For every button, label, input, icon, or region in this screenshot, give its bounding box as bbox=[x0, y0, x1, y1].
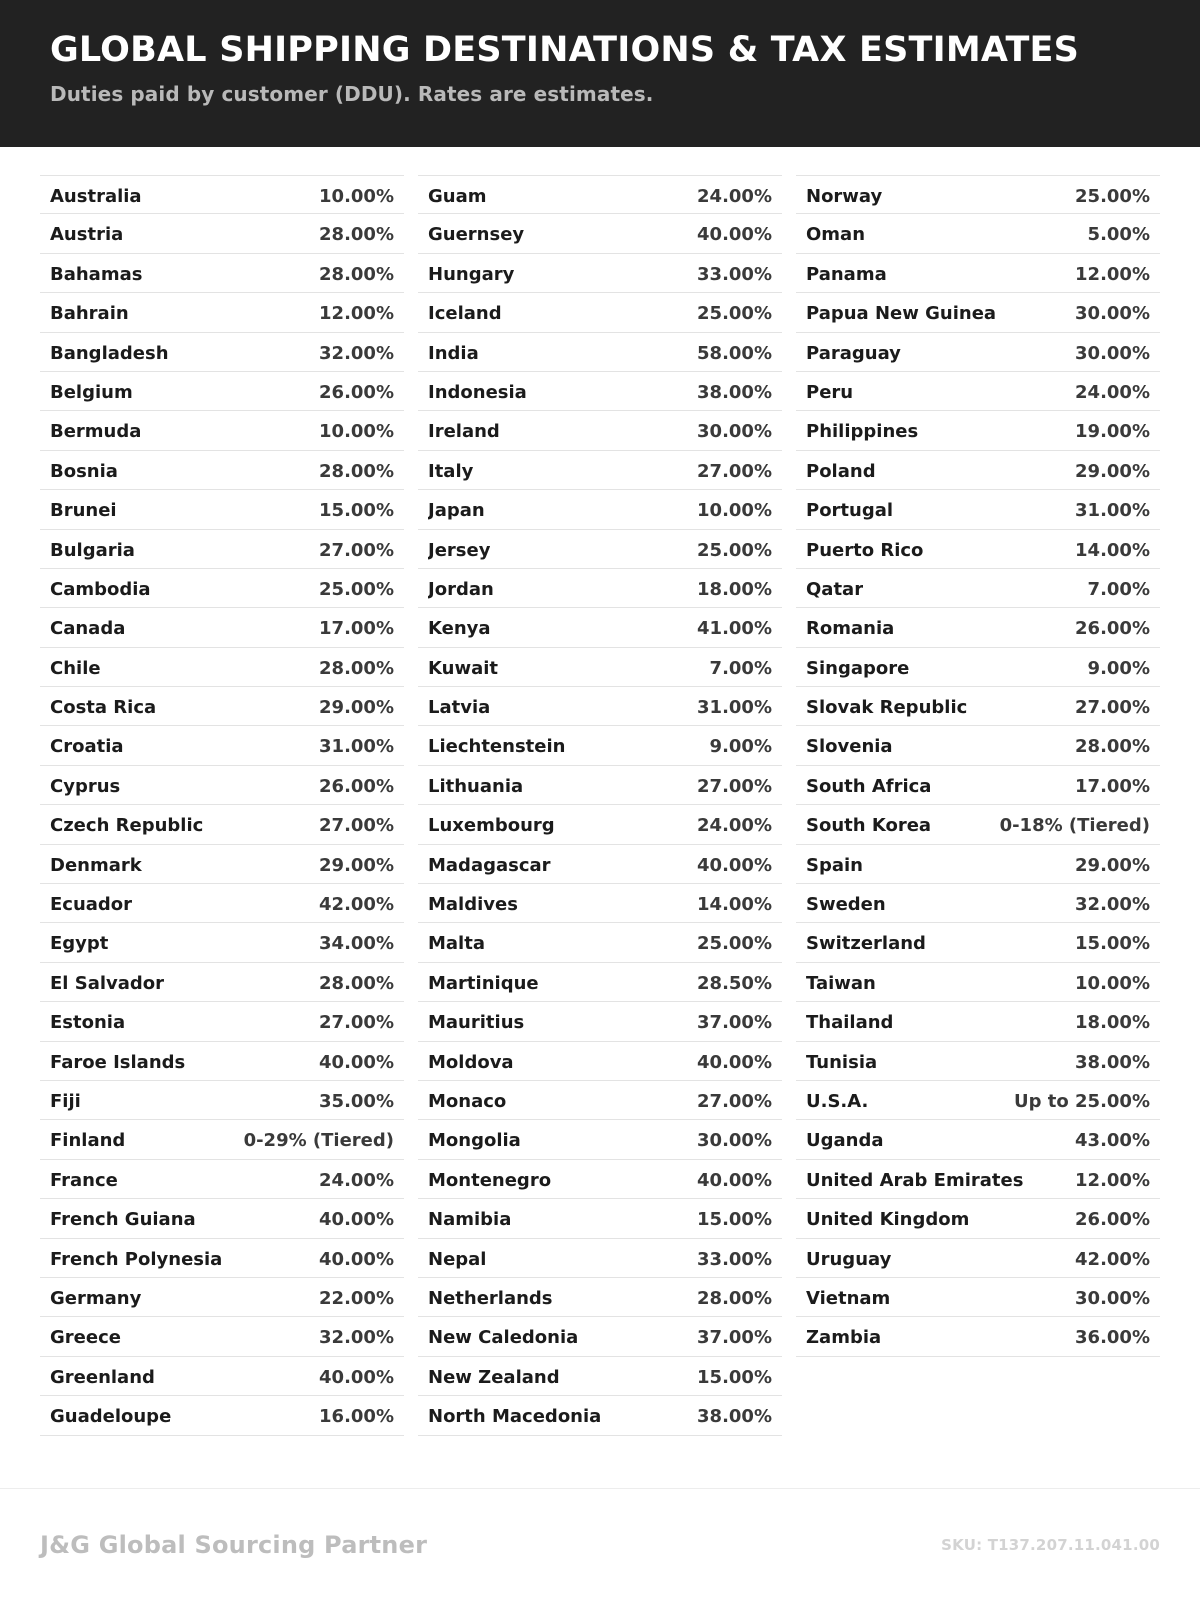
table-row bbox=[796, 1042, 1160, 1081]
table-row bbox=[418, 530, 782, 569]
country-label: Belgium bbox=[50, 381, 133, 403]
tax-rate-value: 28.00% bbox=[697, 1287, 772, 1309]
table-row bbox=[418, 1357, 782, 1396]
rates-column-2 bbox=[418, 175, 782, 1436]
table-row bbox=[418, 293, 782, 332]
tax-rate-value: 12.00% bbox=[319, 303, 394, 325]
country-label: Australia bbox=[50, 186, 142, 207]
country-label: Papua New Guinea bbox=[806, 303, 997, 325]
tax-rate-value: 27.00% bbox=[697, 775, 772, 797]
table-row bbox=[418, 726, 782, 765]
tax-rate-value: 15.00% bbox=[697, 1209, 772, 1231]
tax-rate-value: 35.00% bbox=[319, 1090, 394, 1112]
table-row bbox=[40, 254, 404, 293]
tax-rate-value: 18.00% bbox=[1075, 1012, 1150, 1034]
table-row bbox=[418, 1002, 782, 1041]
country-label: South Korea bbox=[806, 815, 932, 837]
country-label: Japan bbox=[428, 500, 485, 522]
table-row bbox=[796, 608, 1160, 647]
tax-rate-value: 9.00% bbox=[1087, 657, 1150, 679]
table-row bbox=[418, 687, 782, 726]
country-label: Vietnam bbox=[806, 1287, 891, 1309]
table-row bbox=[40, 1160, 404, 1199]
country-label: Cyprus bbox=[50, 775, 121, 797]
country-label: U.S.A. bbox=[806, 1090, 869, 1112]
tax-rate-value: 27.00% bbox=[1075, 697, 1150, 719]
table-row bbox=[418, 254, 782, 293]
country-label: Netherlands bbox=[428, 1287, 553, 1309]
country-label: Norway bbox=[806, 186, 883, 207]
tax-rate-value: 32.00% bbox=[319, 342, 394, 364]
tax-rate-value: 26.00% bbox=[319, 381, 394, 403]
country-label: Spain bbox=[806, 854, 863, 876]
sku-label: SKU: T137.207.11.041.00 bbox=[941, 1535, 1160, 1554]
table-row bbox=[418, 766, 782, 805]
tax-rate-value: Up to 25.00% bbox=[1014, 1090, 1150, 1112]
tax-rate-value: 22.00% bbox=[319, 1287, 394, 1309]
table-row bbox=[40, 1081, 404, 1120]
country-label: El Salvador bbox=[50, 972, 165, 994]
tax-rate-value: 58.00% bbox=[697, 342, 772, 364]
tax-rate-value: 33.00% bbox=[697, 1248, 772, 1270]
tax-rate-value: 28.00% bbox=[319, 972, 394, 994]
table-row bbox=[40, 490, 404, 529]
tax-rate-value: 40.00% bbox=[319, 1209, 394, 1231]
tax-rate-value: 29.00% bbox=[319, 697, 394, 719]
brand-label: J&G Global Sourcing Partner bbox=[40, 1530, 428, 1559]
country-label: North Macedonia bbox=[428, 1406, 602, 1428]
table-row bbox=[796, 411, 1160, 450]
tax-rate-value: 12.00% bbox=[1075, 263, 1150, 285]
table-row bbox=[796, 845, 1160, 884]
country-label: Switzerland bbox=[806, 933, 926, 955]
table-row bbox=[418, 333, 782, 372]
table-row bbox=[418, 1120, 782, 1159]
country-label: Tunisia bbox=[806, 1051, 878, 1073]
table-row bbox=[40, 1120, 404, 1159]
country-label: Egypt bbox=[50, 933, 109, 955]
table-row bbox=[796, 1081, 1160, 1120]
rates-columns bbox=[40, 175, 1160, 1436]
tax-rate-value: 27.00% bbox=[319, 539, 394, 561]
tax-rate-value: 17.00% bbox=[1075, 775, 1150, 797]
tax-rate-value: 28.50% bbox=[697, 972, 772, 994]
tax-rate-value: 10.00% bbox=[319, 186, 394, 207]
table-row bbox=[796, 766, 1160, 805]
tax-rate-value: 9.00% bbox=[709, 736, 772, 758]
country-label: Slovak Republic bbox=[806, 697, 968, 719]
country-label: Peru bbox=[806, 381, 854, 403]
country-label: Jordan bbox=[428, 578, 494, 600]
tax-rate-value: 42.00% bbox=[1075, 1248, 1150, 1270]
country-label: Czech Republic bbox=[50, 815, 204, 837]
table-row bbox=[796, 1239, 1160, 1278]
table-row bbox=[418, 648, 782, 687]
table-row bbox=[796, 1278, 1160, 1317]
country-label: Jersey bbox=[428, 539, 491, 561]
table-row bbox=[40, 1278, 404, 1317]
tax-rate-value: 40.00% bbox=[697, 854, 772, 876]
table-row bbox=[418, 805, 782, 844]
table-row bbox=[796, 884, 1160, 923]
country-label: Thailand bbox=[806, 1012, 894, 1034]
table-row bbox=[418, 1081, 782, 1120]
table-row bbox=[796, 648, 1160, 687]
country-label: Panama bbox=[806, 263, 887, 285]
country-label: Germany bbox=[50, 1287, 142, 1309]
tax-rate-value: 27.00% bbox=[319, 1012, 394, 1034]
country-label: Slovenia bbox=[806, 736, 893, 758]
tax-rate-value: 38.00% bbox=[697, 381, 772, 403]
country-label: Uganda bbox=[806, 1130, 884, 1152]
table-row bbox=[40, 1317, 404, 1356]
tax-rate-value: 33.00% bbox=[697, 263, 772, 285]
country-label: United Arab Emirates bbox=[806, 1169, 1024, 1191]
tax-rate-value: 40.00% bbox=[319, 1248, 394, 1270]
table-row bbox=[796, 451, 1160, 490]
table-row bbox=[40, 963, 404, 1002]
table-row bbox=[40, 1357, 404, 1396]
table-row bbox=[796, 805, 1160, 844]
tax-rate-value: 14.00% bbox=[697, 894, 772, 916]
tax-rate-value: 0-18% (Tiered) bbox=[999, 815, 1150, 837]
country-label: Paraguay bbox=[806, 342, 901, 364]
table-row bbox=[796, 1199, 1160, 1238]
country-label: Maldives bbox=[428, 894, 518, 916]
tax-rate-value: 37.00% bbox=[697, 1012, 772, 1034]
table-row bbox=[40, 1199, 404, 1238]
country-label: Chile bbox=[50, 657, 101, 679]
table-row bbox=[40, 214, 404, 253]
country-label: United Kingdom bbox=[806, 1209, 970, 1231]
table-row bbox=[418, 1199, 782, 1238]
country-label: Mongolia bbox=[428, 1130, 521, 1152]
tax-rate-value: 30.00% bbox=[697, 421, 772, 443]
table-row bbox=[418, 923, 782, 962]
tax-rate-value: 43.00% bbox=[1075, 1130, 1150, 1152]
table-row bbox=[40, 923, 404, 962]
tax-rate-value: 28.00% bbox=[319, 263, 394, 285]
table-row bbox=[418, 1278, 782, 1317]
tax-rate-value: 25.00% bbox=[319, 578, 394, 600]
table-row bbox=[418, 1396, 782, 1435]
tax-rate-value: 25.00% bbox=[697, 539, 772, 561]
table-row bbox=[418, 490, 782, 529]
table-row bbox=[40, 333, 404, 372]
country-label: French Polynesia bbox=[50, 1248, 223, 1270]
country-label: Romania bbox=[806, 618, 895, 640]
tax-rate-value: 10.00% bbox=[697, 500, 772, 522]
country-label: Bosnia bbox=[50, 460, 118, 482]
tax-rate-value: 25.00% bbox=[697, 303, 772, 325]
tax-rate-value: 25.00% bbox=[697, 933, 772, 955]
country-label: Portugal bbox=[806, 500, 894, 522]
tax-rate-value: 17.00% bbox=[319, 618, 394, 640]
table-row bbox=[40, 1002, 404, 1041]
tax-rate-value: 32.00% bbox=[319, 1327, 394, 1349]
country-label: Iceland bbox=[428, 303, 502, 325]
table-row bbox=[418, 1239, 782, 1278]
tax-rate-value: 40.00% bbox=[319, 1051, 394, 1073]
country-label: India bbox=[428, 342, 479, 364]
country-label: French Guiana bbox=[50, 1209, 196, 1231]
country-label: South Africa bbox=[806, 775, 932, 797]
tax-rate-value: 31.00% bbox=[1075, 500, 1150, 522]
tax-rate-value: 18.00% bbox=[697, 578, 772, 600]
country-label: Lithuania bbox=[428, 775, 524, 797]
tax-rate-value: 29.00% bbox=[1075, 460, 1150, 482]
country-label: Nepal bbox=[428, 1248, 487, 1270]
country-label: New Caledonia bbox=[428, 1327, 579, 1349]
table-row bbox=[40, 766, 404, 805]
country-label: Guadeloupe bbox=[50, 1406, 172, 1428]
tax-rate-value: 28.00% bbox=[319, 224, 394, 246]
tax-rate-value: 25.00% bbox=[1075, 186, 1150, 207]
country-label: Bermuda bbox=[50, 421, 142, 443]
country-label: Denmark bbox=[50, 854, 142, 876]
tax-rate-value: 24.00% bbox=[1075, 381, 1150, 403]
country-label: Madagascar bbox=[428, 854, 551, 876]
tax-rate-value: 28.00% bbox=[1075, 736, 1150, 758]
tax-rate-value: 40.00% bbox=[697, 1169, 772, 1191]
tax-rate-value: 28.00% bbox=[319, 657, 394, 679]
page-subtitle: Duties paid by customer (DDU). Rates are estimates. bbox=[50, 82, 654, 107]
tax-rate-value: 38.00% bbox=[1075, 1051, 1150, 1073]
country-label: Austria bbox=[50, 224, 124, 246]
table-row bbox=[418, 1042, 782, 1081]
country-label: Taiwan bbox=[806, 972, 876, 994]
rates-content bbox=[0, 147, 1200, 1436]
country-label: Greece bbox=[50, 1327, 121, 1349]
tax-rate-value: 14.00% bbox=[1075, 539, 1150, 561]
tax-rate-value: 37.00% bbox=[697, 1327, 772, 1349]
table-row bbox=[796, 333, 1160, 372]
country-label: Moldova bbox=[428, 1051, 514, 1073]
country-label: Sweden bbox=[806, 894, 886, 916]
table-row bbox=[40, 726, 404, 765]
country-label: Bulgaria bbox=[50, 539, 135, 561]
country-label: Malta bbox=[428, 933, 485, 955]
tax-rate-value: 31.00% bbox=[319, 736, 394, 758]
table-row bbox=[796, 530, 1160, 569]
table-row bbox=[418, 608, 782, 647]
tax-rate-value: 40.00% bbox=[319, 1366, 394, 1388]
table-row bbox=[796, 1002, 1160, 1041]
country-label: Bahrain bbox=[50, 303, 129, 325]
table-row bbox=[418, 569, 782, 608]
tax-rate-value: 7.00% bbox=[1087, 578, 1150, 600]
country-label: France bbox=[50, 1169, 118, 1191]
table-row bbox=[418, 411, 782, 450]
table-row bbox=[796, 923, 1160, 962]
page-footer bbox=[0, 1488, 1200, 1600]
tax-rate-value: 26.00% bbox=[1075, 1209, 1150, 1231]
country-label: Guam bbox=[428, 186, 487, 207]
country-label: Ecuador bbox=[50, 894, 133, 916]
table-row bbox=[418, 372, 782, 411]
tax-rate-value: 27.00% bbox=[697, 460, 772, 482]
country-label: Philippines bbox=[806, 421, 919, 443]
country-label: Canada bbox=[50, 618, 126, 640]
tax-rate-value: 19.00% bbox=[1075, 421, 1150, 443]
table-row bbox=[796, 1317, 1160, 1356]
table-row bbox=[796, 1160, 1160, 1199]
table-row bbox=[40, 608, 404, 647]
rates-column-3 bbox=[796, 175, 1160, 1357]
tax-rate-value: 10.00% bbox=[319, 421, 394, 443]
table-row bbox=[40, 845, 404, 884]
tax-rate-value: 29.00% bbox=[319, 854, 394, 876]
table-row bbox=[40, 1396, 404, 1435]
table-row bbox=[40, 451, 404, 490]
tax-rate-value: 30.00% bbox=[1075, 1287, 1150, 1309]
country-label: Cambodia bbox=[50, 578, 151, 600]
country-label: Brunei bbox=[50, 500, 117, 522]
tax-rate-value: 30.00% bbox=[1075, 342, 1150, 364]
tax-rate-value: 0-29% (Tiered) bbox=[243, 1130, 394, 1152]
tax-rate-value: 5.00% bbox=[1087, 224, 1150, 246]
tax-rate-value: 16.00% bbox=[319, 1406, 394, 1428]
country-label: Martinique bbox=[428, 972, 539, 994]
table-row bbox=[40, 372, 404, 411]
country-label: New Zealand bbox=[428, 1366, 560, 1388]
tax-rate-value: 29.00% bbox=[1075, 854, 1150, 876]
country-label: Ireland bbox=[428, 421, 500, 443]
table-row bbox=[418, 1317, 782, 1356]
country-label: Faroe Islands bbox=[50, 1051, 186, 1073]
country-label: Liechtenstein bbox=[428, 736, 566, 758]
table-row bbox=[796, 726, 1160, 765]
tax-rate-value: 12.00% bbox=[1075, 1169, 1150, 1191]
tax-rate-value: 24.00% bbox=[697, 186, 772, 207]
page-title: GLOBAL SHIPPING DESTINATIONS & TAX ESTIMATES bbox=[50, 30, 1080, 70]
rates-column-1 bbox=[40, 175, 404, 1436]
tax-rate-value: 7.00% bbox=[709, 657, 772, 679]
country-label: Estonia bbox=[50, 1012, 126, 1034]
country-label: Bahamas bbox=[50, 263, 143, 285]
table-row bbox=[796, 175, 1160, 214]
table-row bbox=[40, 175, 404, 214]
table-row bbox=[40, 1042, 404, 1081]
country-label: Poland bbox=[806, 460, 876, 482]
table-row bbox=[40, 805, 404, 844]
tax-rate-value: 36.00% bbox=[1075, 1327, 1150, 1349]
country-label: Kuwait bbox=[428, 657, 498, 679]
tax-rate-value: 30.00% bbox=[1075, 303, 1150, 325]
country-label: Guernsey bbox=[428, 224, 525, 246]
country-label: Costa Rica bbox=[50, 697, 157, 719]
tax-rate-value: 38.00% bbox=[697, 1406, 772, 1428]
table-row bbox=[796, 490, 1160, 529]
table-row bbox=[418, 884, 782, 923]
table-row bbox=[796, 293, 1160, 332]
table-row bbox=[40, 530, 404, 569]
tax-rate-value: 34.00% bbox=[319, 933, 394, 955]
tax-rate-value: 15.00% bbox=[1075, 933, 1150, 955]
table-row bbox=[418, 451, 782, 490]
tax-rate-value: 40.00% bbox=[697, 1051, 772, 1073]
country-label: Finland bbox=[50, 1130, 126, 1152]
table-row bbox=[40, 569, 404, 608]
table-row bbox=[796, 569, 1160, 608]
tax-rate-value: 24.00% bbox=[319, 1169, 394, 1191]
tax-rate-value: 32.00% bbox=[1075, 894, 1150, 916]
tax-rate-value: 24.00% bbox=[697, 815, 772, 837]
country-label: Oman bbox=[806, 224, 866, 246]
country-label: Mauritius bbox=[428, 1012, 525, 1034]
table-row bbox=[796, 254, 1160, 293]
tax-rate-value: 15.00% bbox=[319, 500, 394, 522]
country-label: Puerto Rico bbox=[806, 539, 924, 561]
tax-rate-value: 26.00% bbox=[319, 775, 394, 797]
tax-rate-value: 27.00% bbox=[319, 815, 394, 837]
country-label: Zambia bbox=[806, 1327, 882, 1349]
table-row bbox=[418, 845, 782, 884]
country-label: Monaco bbox=[428, 1090, 507, 1112]
country-label: Singapore bbox=[806, 657, 910, 679]
table-row bbox=[418, 175, 782, 214]
tax-rate-value: 42.00% bbox=[319, 894, 394, 916]
country-label: Hungary bbox=[428, 263, 515, 285]
tax-rate-value: 30.00% bbox=[697, 1130, 772, 1152]
table-row bbox=[418, 1160, 782, 1199]
tax-rate-value: 10.00% bbox=[1075, 972, 1150, 994]
table-row bbox=[796, 372, 1160, 411]
country-label: Latvia bbox=[428, 697, 491, 719]
tax-rate-value: 27.00% bbox=[697, 1090, 772, 1112]
country-label: Bangladesh bbox=[50, 342, 169, 364]
tax-rate-value: 26.00% bbox=[1075, 618, 1150, 640]
table-row bbox=[40, 1239, 404, 1278]
tax-rate-value: 15.00% bbox=[697, 1366, 772, 1388]
table-row bbox=[40, 884, 404, 923]
country-label: Croatia bbox=[50, 736, 124, 758]
table-row bbox=[796, 214, 1160, 253]
country-label: Qatar bbox=[806, 578, 864, 600]
country-label: Italy bbox=[428, 460, 474, 482]
country-label: Uruguay bbox=[806, 1248, 892, 1270]
table-row bbox=[796, 1120, 1160, 1159]
country-label: Namibia bbox=[428, 1209, 512, 1231]
table-row bbox=[796, 963, 1160, 1002]
table-row bbox=[40, 411, 404, 450]
country-label: Kenya bbox=[428, 618, 491, 640]
tax-rate-value: 28.00% bbox=[319, 460, 394, 482]
page-header bbox=[0, 0, 1200, 147]
country-label: Luxembourg bbox=[428, 815, 555, 837]
country-label: Greenland bbox=[50, 1366, 155, 1388]
table-row bbox=[40, 648, 404, 687]
tax-rate-value: 40.00% bbox=[697, 224, 772, 246]
tax-rate-value: 41.00% bbox=[697, 618, 772, 640]
country-label: Montenegro bbox=[428, 1169, 552, 1191]
tax-rate-value: 31.00% bbox=[697, 697, 772, 719]
table-row bbox=[796, 687, 1160, 726]
country-label: Indonesia bbox=[428, 381, 527, 403]
table-row bbox=[418, 214, 782, 253]
country-label: Fiji bbox=[50, 1090, 81, 1112]
table-row bbox=[40, 687, 404, 726]
table-row bbox=[40, 293, 404, 332]
table-row bbox=[418, 963, 782, 1002]
